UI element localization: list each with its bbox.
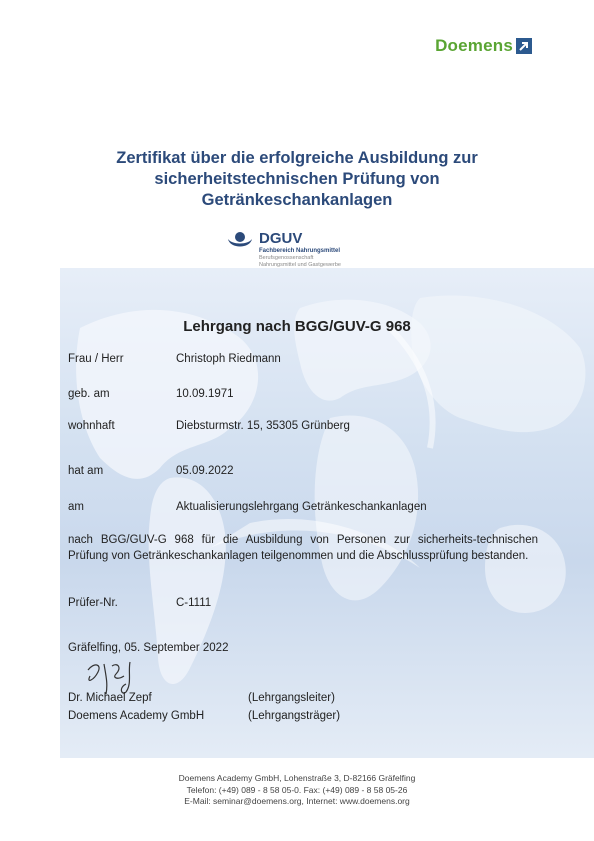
organizer-signature-line: [68, 710, 340, 722]
footer-address: Doemens Academy GmbH, Lohenstraße 3, D-82166 Gräfelfing: [178, 773, 416, 783]
address-row: [68, 420, 350, 432]
completion-paragraph: nach BGG/GUV-G 968 für die Ausbildung von Personen zur sicherheits-technischen Prüfung von Getränkeschankanlagen teilgenommen und die Abschlussprüfung bestanden.: [68, 534, 538, 562]
address-label: wohnhaft: [68, 420, 115, 432]
course-title: Lehrgang nach BGG/GUV-G 968: [183, 318, 411, 335]
leader-name: Dr. Michael Zepf: [68, 692, 152, 704]
born-label: geb. am: [68, 388, 110, 400]
title-line-3: Getränkeschankanlagen: [201, 191, 393, 209]
title-line-1: Zertifikat über die erfolgreiche Ausbildung zur: [116, 149, 478, 167]
dguv-sub3: Nahrungsmittel und Gastgewerbe: [259, 262, 341, 268]
person-label: Frau / Herr: [68, 353, 124, 365]
address-value: Diebsturmstr. 15, 35305 Grünberg: [176, 420, 350, 432]
date-label: hat am: [68, 465, 104, 477]
date-value: 05.09.2022: [176, 465, 234, 477]
leader-signature-line: [68, 692, 335, 704]
dguv-sub2: Berufsgenossenschaft: [259, 255, 314, 261]
examiner-value: C-1111: [176, 597, 212, 609]
title-line-2: sicherheitstechnischen Prüfung von: [154, 170, 440, 188]
certificate-title: [60, 148, 534, 211]
examiner-label: Prüfer-Nr.: [68, 597, 118, 609]
person-row: [68, 353, 281, 365]
dguv-text: [259, 231, 341, 269]
dguv-logo: [226, 231, 341, 269]
dguv-emblem-icon: [226, 231, 254, 253]
dguv-sub1: Fachbereich Nahrungsmittel: [259, 248, 341, 254]
footer-phone: Telefon: (+49) 089 - 8 58 05-0. Fax: (+49) 089 - 8 58 05-26: [186, 784, 408, 795]
arrow-up-right-icon: [516, 38, 532, 54]
course-row: [68, 501, 427, 513]
footer: [0, 773, 594, 808]
person-value: Christoph Riedmann: [176, 353, 281, 365]
examiner-row: [68, 597, 211, 609]
course-label: am: [68, 501, 84, 513]
dguv-name: DGUV: [259, 230, 303, 247]
place-date: Gräfelfing, 05. September 2022: [68, 642, 229, 654]
course-value: Aktualisierungslehrgang Getränkeschankanlagen: [176, 501, 427, 513]
date-row: [68, 465, 234, 477]
logo-text: Doemens: [435, 36, 513, 55]
organizer-name: Doemens Academy GmbH: [68, 710, 205, 722]
organizer-role: (Lehrgangsträger): [248, 710, 341, 722]
leader-role: (Lehrgangsleiter): [248, 692, 335, 704]
born-value: 10.09.1971: [176, 388, 234, 400]
born-row: [68, 388, 234, 400]
footer-contact: E-Mail: seminar@doemens.org, Internet: www.doemens.org: [184, 796, 410, 806]
doemens-logo: [435, 36, 532, 56]
